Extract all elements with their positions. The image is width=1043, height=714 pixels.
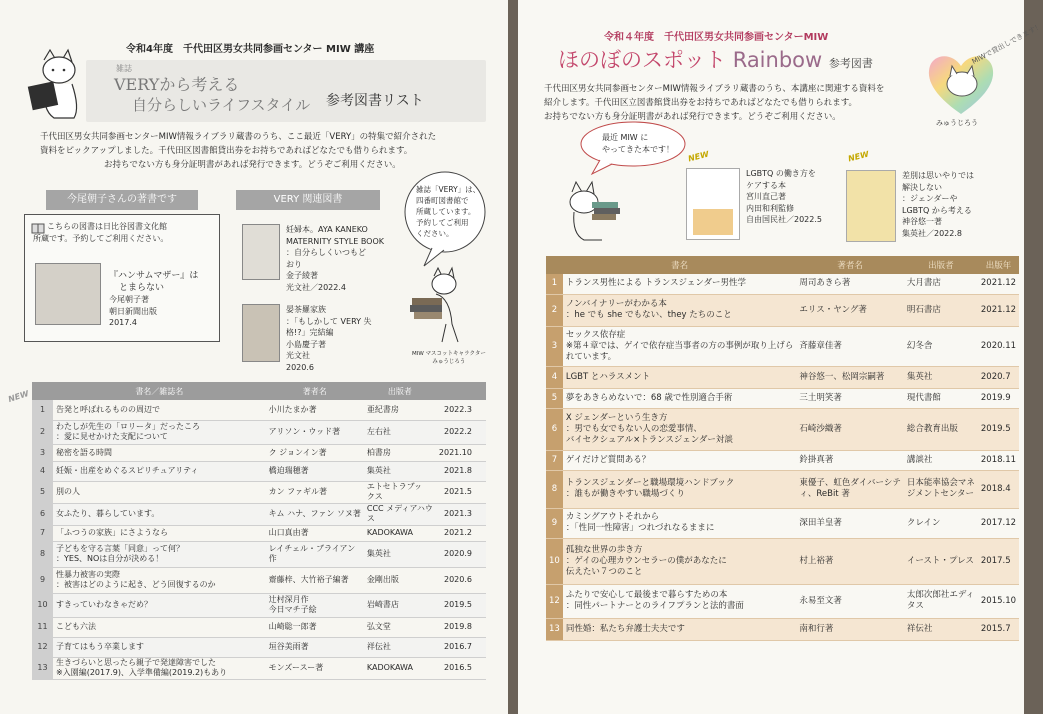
row-number: 5	[546, 388, 563, 408]
table-row	[546, 366, 1019, 388]
book-publisher: 金剛出版	[364, 567, 436, 593]
table-row	[32, 400, 486, 420]
row-number: 1	[32, 400, 53, 420]
book-title: X ジェンダーという生き方 ：男でも女でもない人の恋愛事情、 バイセクシュアル×トランスジェンダー対談	[563, 408, 797, 450]
row-number: 2	[546, 294, 563, 326]
right-new-tag-1: NEW	[687, 149, 710, 164]
book-title: 告発と呼ばれるものの周辺で	[53, 400, 266, 420]
col-publisher: 出版者	[364, 382, 436, 400]
row-number: 7	[546, 450, 563, 470]
table-row	[546, 294, 1019, 326]
table-row	[546, 326, 1019, 366]
row-number: 13	[546, 618, 563, 640]
book-year: 2020.11	[978, 326, 1019, 366]
book-title: ふたりで安心して最後まで暮らすための本 ：同性パートナーとのライフプランと法的書面	[563, 584, 797, 618]
row-number: 10	[546, 538, 563, 584]
very-book2-info: 晏茶羅家族 ：「もしかして VERY 失 格!?」完結編 小島慶子著 光文社 2020.6	[286, 305, 372, 372]
row-number: 10	[32, 593, 53, 617]
book-publisher: 太郎次郎社エディ タス	[904, 584, 978, 618]
book-title: 女ふたり、暮らしています。	[53, 503, 266, 525]
left-bubble-text: 雑誌「VERY」は、 四番町図書館で 所蔵しています。 予約してご利用 ください。	[416, 185, 481, 238]
book-author: 山口真由著	[266, 525, 364, 541]
row-number: 8	[546, 470, 563, 508]
book-author: 三土明笑著	[796, 388, 904, 408]
table-row	[32, 420, 486, 444]
book-publisher: 弘文堂	[364, 617, 436, 637]
very-books	[230, 212, 400, 378]
table-row	[546, 618, 1019, 640]
book-title: トランス男性による トランスジェンダー男性学	[563, 274, 797, 294]
book-publisher: KADOKAWA	[364, 525, 436, 541]
book-year: 2019.5	[436, 593, 486, 617]
book-year: 2020.9	[436, 541, 486, 567]
book-title: こども六法	[53, 617, 266, 637]
left-intro: 千代田区男女共同参画センターMIW情報ライブラリ蔵書のうち、ここ最近「VERY」の特集で紹介された 資料をピックアップしました。千代田区図書館貸出券をお持ちであればどなたでも借りられます。 お持ちでない方も身分証明書があれば発行できます。どうぞご利用ください。	[40, 132, 437, 170]
book-publisher: 祥伝社	[364, 637, 436, 657]
mascot-caption: MIW マスコットキャラクター みゅうじろう	[412, 351, 486, 365]
right-book-table	[546, 256, 1019, 641]
very-book2-cover	[242, 304, 280, 362]
book-author: 永易至文著	[796, 584, 904, 618]
book-year: 2021.8	[436, 461, 486, 481]
col-author: 著者名	[796, 256, 904, 274]
book-title: ノンバイナリーがわかる本 ：he でも she でもない、they たちのこと	[563, 294, 797, 326]
book-year: 2021.12	[978, 294, 1019, 326]
row-number: 1	[546, 274, 563, 294]
book-publisher: 幻冬舎	[904, 326, 978, 366]
book-year: 2021.12	[978, 274, 1019, 294]
row-number: 4	[32, 461, 53, 481]
book-title: 別の人	[53, 481, 266, 503]
book2-info: 差別は思いやりでは 解決しない ：ジェンダーや LGBTQ から考える 神谷悠一著 集英社／2022.8	[902, 171, 974, 238]
table-row	[32, 444, 486, 461]
table-row	[32, 617, 486, 637]
table-row	[32, 461, 486, 481]
book-author: キム ハナ、ファン ソヌ著	[266, 503, 364, 525]
row-number: 6	[546, 408, 563, 450]
col-title: 書名／雑誌名	[53, 382, 266, 400]
table-row	[32, 525, 486, 541]
book-title: 子どもを守る言葉「同意」って何？ ：YES、NOは自分が決める！	[53, 541, 266, 567]
right-header: 令和４年度 千代田区男女共同参画センターMIW	[604, 32, 829, 43]
banner-line1: VERYから考える	[114, 75, 240, 94]
cat-holding-books-icon	[562, 180, 632, 244]
book-year: 2016.5	[436, 657, 486, 679]
table-row	[32, 593, 486, 617]
row-number: 9	[546, 508, 563, 538]
book-publisher: 亜紀書房	[364, 400, 436, 420]
book-year: 2017.5	[978, 538, 1019, 584]
book-author: レイチェル・ブライアン 作	[266, 541, 364, 567]
row-number: 5	[32, 481, 53, 503]
book-year: 2018.4	[978, 470, 1019, 508]
book-publisher: クレイン	[904, 508, 978, 538]
row-number: 6	[32, 503, 53, 525]
table-row	[546, 450, 1019, 470]
table-row	[546, 584, 1019, 618]
book-year: 2018.11	[978, 450, 1019, 470]
banner-right: 参考図書リスト	[326, 93, 424, 109]
book-title: カミングアウトそれから ：「性同一性障害」つれづれなるままに	[563, 508, 797, 538]
right-new-tag-2: NEW	[847, 149, 870, 164]
book-author: カン ファギル著	[266, 481, 364, 503]
book-author: ク ジョンイン著	[266, 444, 364, 461]
heart-caption: みゅうじろう	[936, 119, 978, 127]
row-number: 13	[32, 657, 53, 679]
book-publisher: 柏書房	[364, 444, 436, 461]
book-author: 辻村深月作 今日マチ子絵	[266, 593, 364, 617]
book-author: モンズースー著	[266, 657, 364, 679]
table-row	[546, 538, 1019, 584]
left-new-tag: NEW	[7, 388, 30, 405]
imao-note: こちらの図書は日比谷図書文化館 所蔵です。予約してご利用ください。	[33, 222, 169, 243]
book-year: 2022.3	[436, 400, 486, 420]
very-book1-cover	[242, 224, 280, 280]
book-year: 2021.5	[436, 481, 486, 503]
book-publisher: KADOKAWA	[364, 657, 436, 679]
imao-box	[24, 214, 220, 342]
book-title: セックス依存症 ※第４章では、ゲイで依存症当事者の方の事例が取り上げら れています。	[563, 326, 797, 366]
table-row	[546, 470, 1019, 508]
book-title: 性暴力被害の実際 ：被害はどのように起き、どう回復するのか	[53, 567, 266, 593]
table-row	[32, 541, 486, 567]
book-title: わたしが先生の「ロリータ」だったころ ：愛に見せかけた支配について	[53, 420, 266, 444]
row-number: 2	[32, 420, 53, 444]
book-title: 孤独な世界の歩き方 ：ゲイの心理カウンセラーの僕があなたに 伝えたい７つのこと	[563, 538, 797, 584]
right-intro: 千代田区男女共同参画センターMIW情報ライブラリ蔵書のうち、本講座に関連する資料を 紹介します。千代田区立図書館貸出券をお持ちであればどなたでも借りられます。 お持ちでない方も身分証明書があれば発行できます。どうぞご利用ください。	[544, 84, 885, 122]
book-title: すきっていわなきゃだめ？	[53, 593, 266, 617]
book-year: 2016.7	[436, 637, 486, 657]
col-publisher: 出版者	[904, 256, 978, 274]
table-row	[32, 567, 486, 593]
book-publisher: 大月書店	[904, 274, 978, 294]
book-publisher: 集英社	[904, 366, 978, 388]
book-publisher: 日本能率協会マネ ジメントセンター	[904, 470, 978, 508]
book-title: 夢をあきらめないで：68 歳で性別適合手術	[563, 388, 797, 408]
row-number: 11	[32, 617, 53, 637]
col-author: 著者名	[266, 382, 364, 400]
book-title: 子育てはもう卒業します	[53, 637, 266, 657]
book-author: 斉藤章佳著	[796, 326, 904, 366]
book-title: LGBT とハラスメント	[563, 366, 797, 388]
book-title: 秘密を語る時間	[53, 444, 266, 461]
book-year: 2019.8	[436, 617, 486, 637]
right-page	[518, 0, 1043, 714]
row-number: 7	[32, 525, 53, 541]
book-year: 2021.2	[436, 525, 486, 541]
book-publisher: 祥伝社	[904, 618, 978, 640]
book-author: 南和行著	[796, 618, 904, 640]
book-author: 垣谷美雨著	[266, 637, 364, 657]
book-title: 妊娠・出産をめぐるスピリチュアリティ	[53, 461, 266, 481]
book-publisher: イースト・プレス	[904, 538, 978, 584]
left-book-table	[32, 382, 486, 680]
book-title: ゲイだけど質問ある？	[563, 450, 797, 470]
book-year: 2022.2	[436, 420, 486, 444]
imao-book-info: 『ハンサムマザー』は とまらない 今尾朝子著 朝日新聞出版 2017.4	[109, 271, 199, 327]
imao-book-cover	[35, 263, 101, 325]
book-year: 2019.9	[978, 388, 1019, 408]
left-page	[0, 0, 508, 714]
book-year: 2017.12	[978, 508, 1019, 538]
left-header: 令和4年度 千代田区男女共同参画センター MIW 講座	[126, 44, 375, 55]
book-publisher: 講談社	[904, 450, 978, 470]
row-number: 3	[32, 444, 53, 461]
book-publisher: 集英社	[364, 461, 436, 481]
book-author: 齋藤梓、大竹裕子編著	[266, 567, 364, 593]
book-publisher: 集英社	[364, 541, 436, 567]
book-publisher: CCC メディアハウ ス	[364, 503, 436, 525]
book-author: 東優子、虹色ダイバーシテ ィ、ReBit 著	[796, 470, 904, 508]
cat-reading-icon	[22, 48, 94, 124]
row-number: 8	[32, 541, 53, 567]
book-title: 同性婚：私たち弁護士夫夫です	[563, 618, 797, 640]
row-number: 9	[32, 567, 53, 593]
book-publisher: 岩崎書店	[364, 593, 436, 617]
book-title: 「ふつうの家族」にさようなら	[53, 525, 266, 541]
banner-line2: 自分らしいライフスタイル	[132, 96, 311, 114]
book-author: エリス・ヤング著	[796, 294, 904, 326]
row-number: 12	[546, 584, 563, 618]
col-title: 書名	[563, 256, 797, 274]
mascot-cat-books-icon	[406, 268, 476, 346]
book-year: 2015.7	[978, 618, 1019, 640]
very-header: VERY 関連図書	[236, 190, 380, 210]
book-publisher: 総合教育出版	[904, 408, 978, 450]
table-row	[32, 637, 486, 657]
book-author: 橋迫瑞穂著	[266, 461, 364, 481]
book-year: 2015.10	[978, 584, 1019, 618]
book-year: 2020.7	[978, 366, 1019, 388]
book1-cover	[686, 168, 740, 240]
book-publisher: 明石書店	[904, 294, 978, 326]
book-author: 村上裕著	[796, 538, 904, 584]
row-number: 12	[32, 637, 53, 657]
book-publisher: エトセトラブッ クス	[364, 481, 436, 503]
book2-cover	[846, 170, 896, 242]
book1-info: LGBTQ の働き方を ケアする本 宮川直己著 内田和利監修 自由国民社／2022.5	[746, 169, 822, 224]
book-year: 2021.3	[436, 503, 486, 525]
heart-text: MIWで貸出しできます！	[970, 22, 1043, 66]
banner-small: 雑誌	[116, 64, 132, 73]
title-banner	[86, 60, 486, 122]
right-bubble-text: 最近 MIW に やってきた本です！	[602, 133, 674, 154]
book-author: 石崎沙織著	[796, 408, 904, 450]
book-year: 2019.5	[978, 408, 1019, 450]
book-year: 2020.6	[436, 567, 486, 593]
table-row	[32, 481, 486, 503]
book-year: 2021.10	[436, 444, 486, 461]
table-row	[546, 408, 1019, 450]
table-row	[546, 274, 1019, 294]
book-title: 生きづらいと思ったら親子で発達障害でした ※入園編(2017.9)、入学準備編(2019.2)もあり	[53, 657, 266, 679]
book-publisher: 現代書館	[904, 388, 978, 408]
book-title: トランスジェンダーと職場環境ハンドブック ：誰もが働きやすい職場づくり	[563, 470, 797, 508]
table-row	[546, 508, 1019, 538]
book-author: 深田羊皇著	[796, 508, 904, 538]
book-author: 小川たまか著	[266, 400, 364, 420]
book-author: 鈴掛真著	[796, 450, 904, 470]
table-row	[32, 503, 486, 525]
col-year: 出版年	[978, 256, 1019, 274]
right-title: ほのぼのスポット Rainbow 参考図書	[558, 48, 873, 72]
book-publisher: 左右社	[364, 420, 436, 444]
imao-header: 今尾朝子さんの著書です	[46, 190, 198, 210]
book-author: アリソン・ウッド著	[266, 420, 364, 444]
row-number: 4	[546, 366, 563, 388]
row-number: 3	[546, 326, 563, 366]
table-row	[546, 388, 1019, 408]
table-row	[32, 657, 486, 679]
book-author: 神谷悠一、松岡宗嗣著	[796, 366, 904, 388]
book-author: 周司あきら著	[796, 274, 904, 294]
very-book1-info: 妊婦本。AYA KANEKO MATERNITY STYLE BOOK ：自分らしくいつもど おり 金子綾著 光文社／2022.4	[286, 225, 385, 292]
book-author: 山崎聡一郎著	[266, 617, 364, 637]
